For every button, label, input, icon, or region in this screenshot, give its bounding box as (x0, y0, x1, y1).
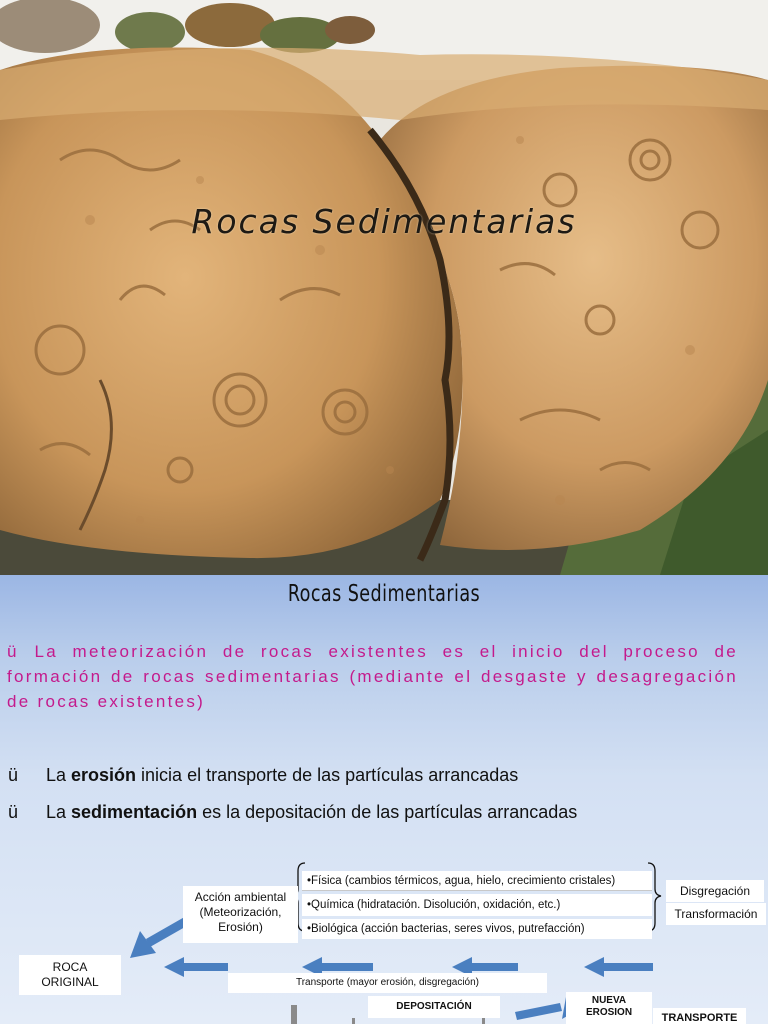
transporte-erosion-box: Transporte (mayor erosión, disgregación) (228, 973, 547, 993)
bullet-sedimentacion: ü La sedimentación es la depositación de las partículas arrancadas (8, 802, 578, 822)
slide-title: Rocas Sedimentarias (287, 581, 481, 607)
bullet-check-icon: ü (8, 765, 19, 785)
depositacion-box: DEPOSITACIÓN (368, 996, 500, 1018)
bullet-check-icon: ü (8, 802, 19, 822)
term-erosion: erosión (71, 765, 137, 785)
bullet-check-icon: ü (7, 642, 17, 661)
intro-paragraph-text: La meteorización de rocas existentes es el inicio del proceso de formación de rocas sedimentarias (mediante el desgaste y desagregación de rocas existentes) (7, 642, 738, 711)
roca-original-box: ROCA ORIGINAL (19, 955, 121, 995)
fisica-box: •Física (cambios térmicos, agua, hielo, crecimiento cristales) (302, 871, 652, 891)
bullet-erosion: ü La erosión inicia el transporte de las partículas arrancadas (8, 765, 519, 785)
transformacion-box: Transformación (666, 903, 766, 925)
accion-ambiental-box: Acción ambiental (Meteorización, Erosión) (183, 886, 298, 943)
term-sedimentacion: sedimentación (71, 802, 198, 822)
nueva-erosion-box: NUEVA EROSION (566, 992, 652, 1024)
quimica-box: •Química (hidratación. Disolución, oxidación, etc.) (302, 894, 652, 916)
transporte-box: TRANSPORTE (653, 1008, 746, 1024)
biologica-box: •Biológica (acción bacterias, seres vivos, putrefacción) (302, 919, 652, 939)
disgregacion-box: Disgregación (666, 880, 764, 902)
slide-text (0, 575, 768, 1024)
photo-slide-title: Rocas Sedimentarias (191, 202, 577, 241)
